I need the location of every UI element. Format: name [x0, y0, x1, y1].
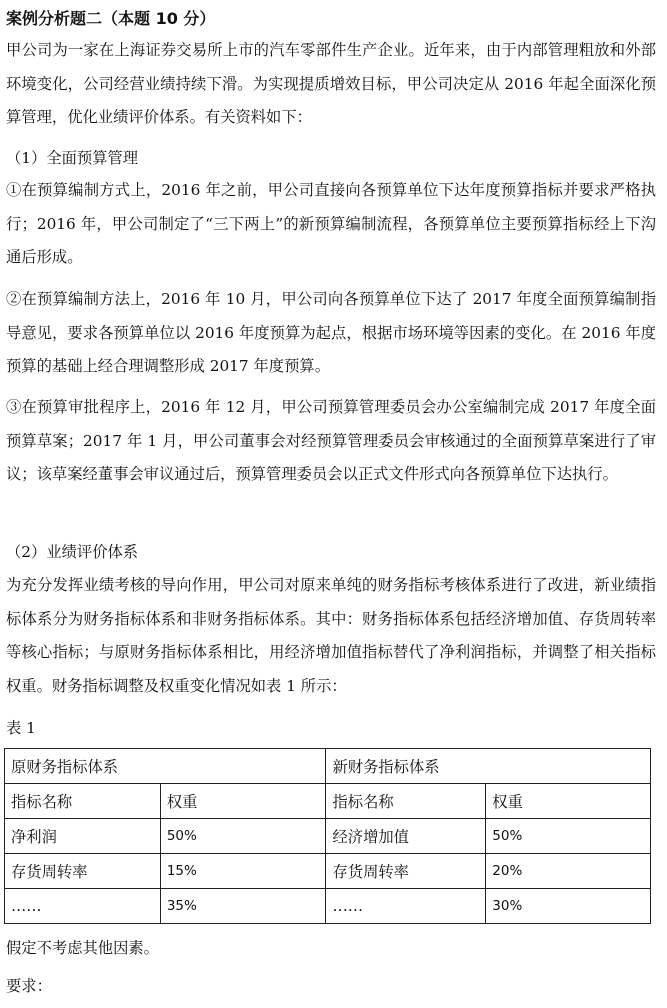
table-caption: 表 1 [6, 719, 36, 737]
table-row [5, 819, 651, 854]
old-weight-header: 权重 [160, 784, 326, 819]
new-indicator-weight: 20% [486, 854, 651, 889]
new-indicator-name: 经济增加值 [326, 819, 486, 854]
table-group-header-row [5, 749, 651, 784]
table-row [5, 889, 651, 924]
old-indicator-weight: 35% [160, 889, 326, 924]
old-indicator-name: 存货周转率 [5, 854, 161, 889]
indicator-weight-table [4, 748, 651, 924]
section-1-item-1: ①在预算编制方式上，2016 年之前，甲公司直接向各预算单位下达年度预算指标并要求严格执行；2016 年，甲公司制定了“三下两上”的新预算编制流程，各预算单位主要预算指标经上下沟通后形成。 [6, 181, 656, 266]
group-old-header: 原财务指标体系 [5, 749, 326, 784]
new-weight-header: 权重 [486, 784, 651, 819]
section-1-item-2: ②在预算编制方法上，2016 年 10 月，甲公司向各预算单位下达了 2017 年度全面预算编制指导意见，要求各预算单位以 2016 年度预算为起点，根据市场环境等因素的变化。在 2016 年度预算的基础上经合理调整形成 2017 年度预算。 [6, 290, 656, 375]
new-indicator-weight: 30% [486, 889, 651, 924]
old-indicator-weight: 50% [160, 819, 326, 854]
new-indicator-name: 存货周转率 [326, 854, 486, 889]
old-indicator-name: …… [5, 889, 161, 924]
intro-paragraph: 甲公司为一家在上海证券交易所上市的汽车零部件生产企业。近年来，由于内部管理粗放和外部环境变化，公司经营业绩持续下滑。为实现提质增效目标，甲公司决定从 2016 年起全面深化预算管理，优化业绩评价体系。有关资料如下： [6, 41, 656, 126]
old-name-header: 指标名称 [5, 784, 161, 819]
new-name-header: 指标名称 [326, 784, 486, 819]
new-indicator-name: …… [326, 889, 486, 924]
section-1-heading: （1）全面预算管理 [6, 149, 139, 167]
requirement-label: 要求： [6, 977, 52, 995]
section-2-heading: （2）业绩评价体系 [6, 543, 139, 561]
table-row [5, 854, 651, 889]
table-column-header-row [5, 784, 651, 819]
old-indicator-weight: 15% [160, 854, 326, 889]
old-indicator-name: 净利润 [5, 819, 161, 854]
group-new-header: 新财务指标体系 [326, 749, 651, 784]
new-indicator-weight: 50% [486, 819, 651, 854]
section-1-item-3: ③在预算审批程序上，2016 年 12 月，甲公司预算管理委员会办公室编制完成 2017 年度全面预算草案；2017 年 1 月，甲公司董事会对经预算管理委员会审核通过的全面预算草案进行了审议；该草案经董事会审议通过后，预算管理委员会以正式文件形式向各预算单位下达执行。 [6, 398, 656, 483]
assumption-note: 假定不考虑其他因素。 [6, 939, 159, 957]
section-2-paragraph: 为充分发挥业绩考核的导向作用，甲公司对原来单纯的财务指标考核体系进行了改进，新业绩指标体系分为财务指标体系和非财务指标体系。其中：财务指标体系包括经济增加值、存货周转率等核心指标；与原财务指标体系相比，用经济增加值指标替代了净利润指标，并调整了相关指标权重。财务指标调整及权重变化情况如表 1 所示： [6, 576, 656, 695]
question-title: 案例分析题二（本题 10 分） [6, 9, 216, 28]
